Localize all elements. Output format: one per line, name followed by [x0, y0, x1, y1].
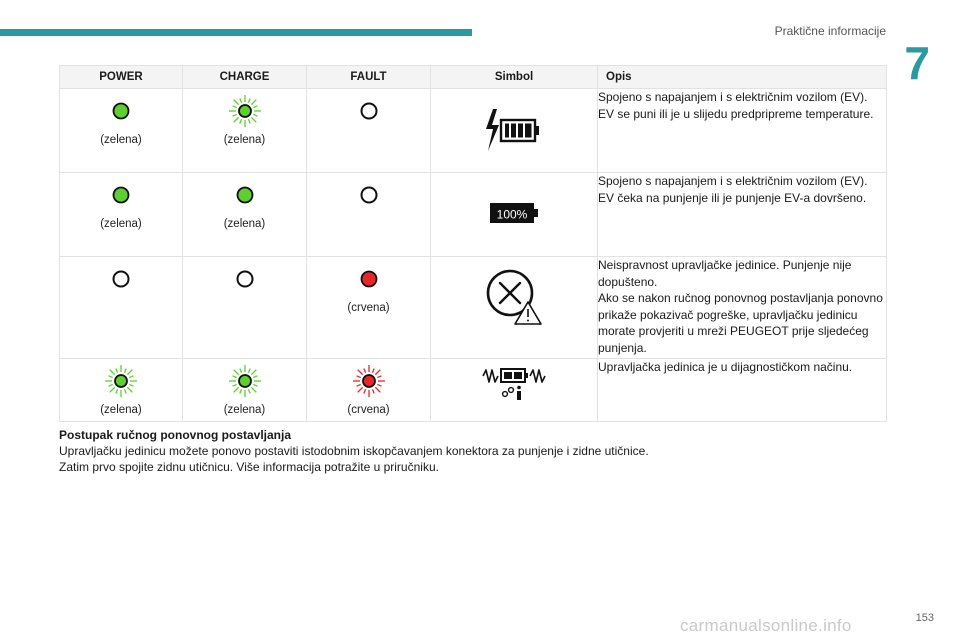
led-blinking-green-icon: [60, 359, 182, 403]
led-color-label: (crvena): [347, 302, 390, 314]
led-solid-green-icon: [60, 89, 182, 133]
led-blink-ray: [356, 384, 360, 386]
led-off-icon: [183, 257, 306, 301]
header-accent-bar: [0, 29, 472, 36]
led-blink-ray: [109, 376, 113, 378]
led-blink-ray: [124, 389, 126, 393]
watermark: carmanualsonline.info: [680, 616, 852, 635]
description-line: EV čeka na punjenje ili je punjenje EV-a dovršeno.: [598, 190, 867, 205]
power-cell: [60, 89, 183, 173]
led-blink-ray: [239, 389, 241, 393]
led-color-label: (zelena): [223, 404, 266, 416]
led-off-circle: [361, 104, 376, 119]
led-color-label: (zelena): [100, 404, 142, 416]
led-lit-circle: [361, 272, 376, 287]
led-blink-ray: [375, 370, 380, 375]
led-blink-ray: [251, 100, 256, 105]
led-blink-ray: [116, 369, 118, 373]
description-cell: [598, 89, 887, 173]
column-header-fault: FAULT: [307, 66, 431, 89]
led-color-label: (crvena): [347, 404, 390, 416]
description-line: Ako se nakon ručnog ponovnog postavljanja ponovno prikaže pokazivač pogreške, upravljačku jedinicu morate provjeriti u mreži PEUGEOT prije sljedećeg punjenja.: [598, 291, 883, 355]
led-blink-ray: [372, 369, 374, 373]
table-row: [60, 173, 887, 257]
led-color-label: (zelena): [223, 134, 266, 146]
led-status-table: [59, 65, 887, 422]
led-blink-ray: [232, 384, 236, 386]
led-blink-ray: [375, 387, 380, 392]
description-line: Spojeno s napajanjem i s električnim vozilom (EV).: [598, 90, 868, 104]
led-lit-circle: [114, 104, 129, 119]
led-blink-ray: [127, 387, 132, 392]
description-line: Spojeno s napajanjem i s električnim vozilom (EV).: [598, 174, 868, 188]
led-blink-ray: [248, 369, 250, 373]
led-blink-ray: [363, 389, 365, 393]
led-blink-ray: [248, 99, 250, 103]
column-header-description: Opis: [598, 66, 887, 89]
table-header-row: [60, 66, 887, 89]
led-blink-ray: [129, 376, 133, 378]
power-cell: [60, 359, 183, 422]
led-blink-ray: [232, 106, 236, 108]
led-blink-ray: [363, 369, 365, 373]
led-lit-circle: [114, 188, 129, 203]
led-solid-red-icon: [307, 257, 430, 301]
power-cell: [60, 257, 183, 359]
led-blink-ray: [251, 117, 256, 122]
fault-cell: [307, 173, 431, 257]
led-blink-ray: [239, 369, 241, 373]
led-blink-ray: [356, 376, 360, 378]
led-solid-green-icon: [60, 173, 182, 217]
led-blink-ray: [253, 114, 257, 116]
led-lit-circle: [239, 375, 251, 387]
led-off-circle: [361, 188, 376, 203]
led-off-icon: [307, 89, 430, 133]
fault-cell: [307, 359, 431, 422]
led-lit-circle: [115, 375, 127, 387]
led-blink-ray: [232, 376, 236, 378]
led-blink-ray: [233, 370, 238, 375]
led-blink-ray: [377, 376, 381, 378]
notes-heading: Postupak ručnog ponovnog postavljanja: [59, 428, 292, 442]
description-line: Neispravnost upravljačke jedinice. Punjenje nije dopušteno.: [598, 258, 852, 289]
charge-cell: [183, 173, 307, 257]
led-blinking-red-icon: [307, 359, 430, 403]
table-row: [60, 89, 887, 173]
led-blinking-green-icon: [183, 359, 306, 403]
led-color-label: (zelena): [223, 218, 266, 230]
led-off-icon: [307, 173, 430, 217]
led-blink-ray: [233, 100, 238, 105]
column-header-charge: CHARGE: [183, 66, 307, 89]
led-lit-circle: [363, 375, 375, 387]
reset-procedure-notes: [59, 427, 649, 475]
led-blink-ray: [251, 370, 256, 375]
led-off-circle: [237, 272, 252, 287]
led-blink-ray: [248, 389, 250, 393]
chapter-number: 7: [904, 37, 930, 89]
led-blink-ray: [357, 370, 362, 375]
led-off-icon: [60, 257, 182, 301]
led-color-label: (zelena): [100, 134, 142, 146]
description-line: EV se puni ili je u slijedu predpripreme temperature.: [598, 106, 874, 121]
led-blink-ray: [377, 384, 381, 386]
led-blink-ray: [232, 114, 236, 116]
column-header-power: POWER: [60, 66, 183, 89]
description-line: Upravljačka jedinica je u dijagnostičkom načinu.: [598, 360, 853, 374]
table-row: [60, 257, 887, 359]
description-cell: [598, 173, 887, 257]
led-blink-ray: [253, 376, 257, 378]
diagnostic-mode-icon: [431, 359, 597, 407]
led-blink-ray: [109, 384, 113, 386]
led-blink-ray: [110, 387, 115, 392]
notes-line: Upravljačku jedinicu možete ponovo postaviti istodobnim iskopčavanjem konektora za punjenje i zidne utičnice.: [59, 444, 649, 458]
led-blink-ray: [233, 387, 238, 392]
fault-cell: [307, 257, 431, 359]
led-blink-ray: [251, 387, 256, 392]
page-number: 153: [915, 612, 934, 624]
fault-cell: [307, 89, 431, 173]
notes-line: Zatim prvo spojite zidnu utičnicu. Više informacija potražite u priručniku.: [59, 460, 439, 474]
column-header-symbol: Simbol: [431, 66, 598, 89]
led-off-circle: [114, 272, 129, 287]
symbol-cell: [431, 359, 598, 422]
led-blink-ray: [253, 384, 257, 386]
led-solid-green-icon: [183, 173, 306, 217]
symbol-cell: [431, 173, 598, 257]
battery-percent-text: 100%: [496, 207, 528, 222]
led-lit-circle: [237, 188, 252, 203]
charge-cell: [183, 359, 307, 422]
led-blink-ray: [110, 370, 115, 375]
led-blink-ray: [129, 384, 133, 386]
led-blink-ray: [357, 387, 362, 392]
description-cell: [598, 257, 887, 359]
led-color-label: (zelena): [100, 218, 142, 230]
led-blink-ray: [127, 370, 132, 375]
table-row: [60, 359, 887, 422]
led-blink-ray: [124, 369, 126, 373]
led-blink-ray: [116, 389, 118, 393]
battery-full-icon: [431, 173, 597, 253]
led-blink-ray: [239, 99, 241, 103]
led-blink-ray: [233, 117, 238, 122]
power-cell: [60, 173, 183, 257]
led-blinking-green-icon: [183, 89, 306, 133]
led-lit-circle: [239, 105, 251, 117]
led-blink-ray: [253, 106, 257, 108]
led-blink-ray: [248, 119, 250, 123]
led-blink-ray: [372, 389, 374, 393]
led-blink-ray: [239, 119, 241, 123]
symbol-cell: [431, 257, 598, 359]
symbol-cell: [431, 89, 598, 173]
charge-cell: [183, 257, 307, 359]
charge-cell: [183, 89, 307, 173]
section-title: Praktične informacije: [774, 24, 886, 38]
battery-charging-icon: [431, 89, 597, 172]
description-cell: [598, 359, 887, 422]
fault-warning-icon: [431, 257, 597, 337]
